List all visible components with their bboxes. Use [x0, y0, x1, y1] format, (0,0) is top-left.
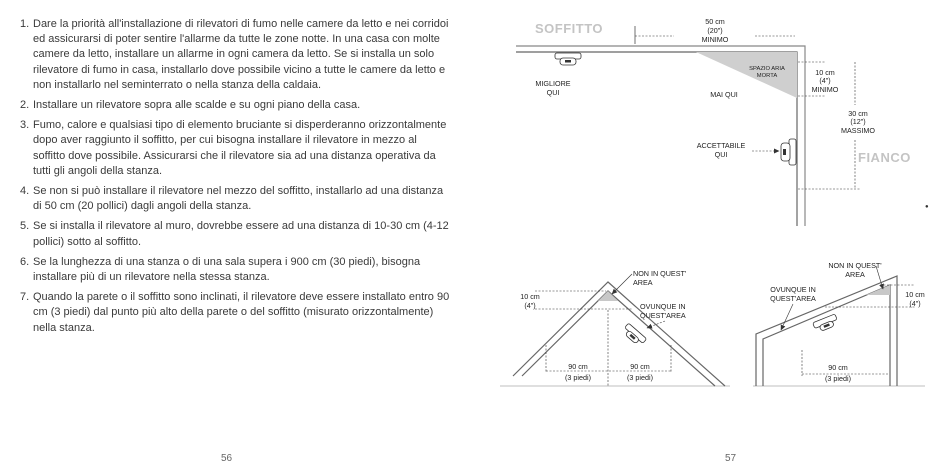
- dim-90-label: (3 piedi): [565, 373, 591, 382]
- dim-50-label: MINIMO: [701, 35, 729, 44]
- arrow: [612, 274, 632, 294]
- dim-10-label: (4"): [819, 76, 831, 85]
- side-label: FIANCO: [858, 150, 911, 165]
- acceptable-label: QUI: [714, 150, 728, 159]
- anywhere-label: QUEST'AREA: [640, 311, 686, 320]
- dim-10-label: MINIMO: [811, 85, 839, 94]
- ceiling-label: SOFFITTO: [535, 21, 604, 36]
- item-text: Dare la priorità all'installazione di rilevatori di fumo nelle camere da letto e nei corridoi ed assicurarsi di poter sentire l'allarme da tutte le zone notte. In una casa con molte camere da letto, installare un allarme in ogni camera da letto. Se si installa un solo rilevatore di fumo in casa, installarlo dove possibile vicino a tutte le camere da letto e non installarlo nel seminterrato o nella stanza della caldaia.: [33, 18, 449, 91]
- best-label: QUI: [546, 88, 560, 97]
- left-page: [0, 0, 475, 467]
- instruction-list: [20, 17, 450, 341]
- roof-detector: [621, 323, 646, 347]
- item-number: 2.: [20, 99, 30, 112]
- item-text: Fumo, calore e qualsiasi tipo di elemento bruciante si disperderanno orizzontalmente dopo aver raggiunto il soffitto, per cui bisogna installare il rilevatore in mezzo al soffitto dove possibile. Assicurarsi che il rilevatore sia ad una distanza operativa da tutti gli angoli della stanza.: [33, 119, 447, 177]
- not-in-area-label: AREA: [633, 278, 653, 287]
- dim-90-label: 90 cm: [828, 363, 848, 372]
- item-number: 6.: [20, 255, 30, 268]
- item-number: 3.: [20, 119, 30, 132]
- item-text: Se la lunghezza di una stanza o di una sala supera i 900 cm (30 piedi), bisogna installare più di un rilevatore nella stessa stanza.: [33, 255, 421, 284]
- never-label: MAI QUI: [710, 90, 738, 99]
- best-label: MIGLIORE: [535, 79, 571, 88]
- dim-10-label: 10 cm: [905, 290, 925, 299]
- dead-air-label: MORTA: [756, 73, 778, 79]
- item-number: 5.: [20, 220, 30, 233]
- anywhere-label: QUEST'AREA: [770, 294, 816, 303]
- dim-90-label: (3 piedi): [825, 374, 851, 383]
- item-text: Se non si può installare il rilevatore nel mezzo del soffitto, installarlo ad una distanza di 50 cm (20 pollici) dagli angoli della stanza.: [33, 185, 444, 213]
- item-number: 1.: [20, 18, 30, 30]
- not-in-area-label: NON IN QUEST': [828, 261, 882, 270]
- dim-50-label: (20"): [707, 26, 723, 35]
- peaked-roof-diagram: [500, 269, 730, 386]
- list-item: [20, 118, 450, 179]
- arrow: [781, 304, 793, 330]
- top-diagram: [516, 17, 929, 226]
- dim-10-label: (4"): [524, 301, 536, 310]
- anywhere-label: OVUNQUE IN: [770, 285, 816, 294]
- dim-30-label: (12"): [850, 117, 866, 126]
- list-item: [20, 98, 450, 113]
- dot-marker: ●: [925, 204, 929, 210]
- not-in-area-label: NON IN QUEST': [633, 269, 687, 278]
- list-item: [20, 255, 450, 285]
- list-item: [20, 219, 450, 249]
- sloped-ceiling-diagram: [753, 261, 925, 386]
- page-number-right: 57: [725, 453, 737, 464]
- dim-10-label: 10 cm: [815, 68, 835, 77]
- item-number: 4.: [20, 185, 30, 198]
- dim-30-label: MASSIMO: [841, 126, 875, 135]
- anywhere-label: OVUNQUE IN: [640, 302, 686, 311]
- right-page: [475, 0, 950, 467]
- dead-air-label: SPAZIO ARIA: [749, 66, 785, 72]
- dim-50-label: 50 cm: [705, 17, 725, 26]
- dim-10-label: 10 cm: [520, 292, 540, 301]
- list-item: [20, 290, 450, 336]
- ceiling-detector: [555, 53, 581, 65]
- dim-30-label: 30 cm: [848, 109, 868, 118]
- wall-detector: [781, 139, 796, 165]
- item-text: Se si installa il rilevatore al muro, dovrebbe essere ad una distanza di 10-30 cm (4-12 pollici) sotto al soffitto.: [33, 220, 449, 248]
- page-number-left: 56: [221, 453, 233, 464]
- dim-90-label: 90 cm: [630, 362, 650, 371]
- dim-10-label: (4"): [909, 299, 921, 308]
- dim-90-label: 90 cm: [568, 362, 588, 371]
- no-zone: [598, 291, 618, 301]
- item-number: 7.: [20, 291, 30, 304]
- list-item: [20, 184, 450, 214]
- dim-90-label: (3 piedi): [627, 373, 653, 382]
- list-item: [20, 17, 450, 93]
- acceptable-label: ACCETTABILE: [696, 141, 746, 150]
- not-in-area-label: AREA: [845, 270, 865, 279]
- diagrams: [475, 0, 950, 467]
- item-text: Installare un rilevatore sopra alle scalde e su ogni piano della casa.: [33, 99, 361, 112]
- item-text: Quando la parete o il soffitto sono inclinati, il rilevatore deve essere installato entro 90 cm (3 piedi) dal punto più alto della parete o del soffitto (misurato orizzontalmente) nella stanza.: [33, 291, 450, 334]
- roof-outer: [513, 282, 725, 386]
